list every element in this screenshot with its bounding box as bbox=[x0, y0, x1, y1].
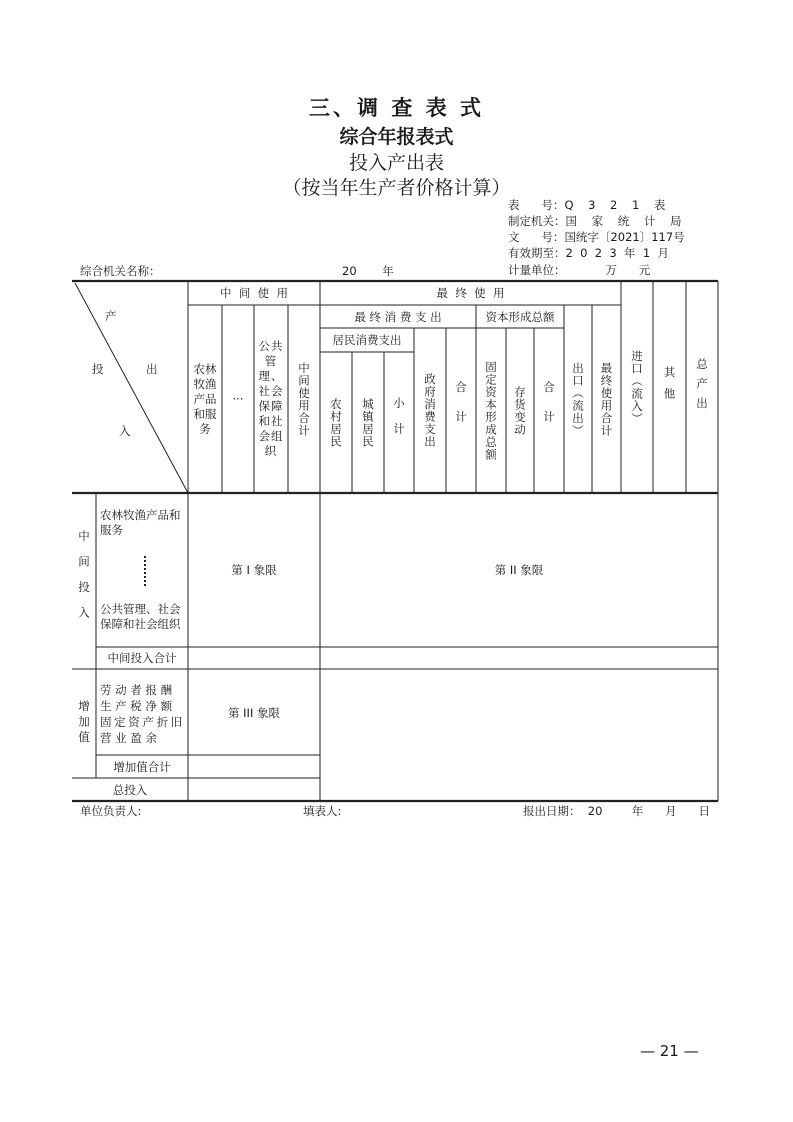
valid-until-label: 有效期至： bbox=[508, 246, 566, 260]
row-va-surplus: 营 业 盈 余 bbox=[100, 731, 157, 745]
col-total-output bbox=[686, 281, 718, 493]
quadrant-3: 第 III 象限 bbox=[228, 706, 280, 720]
col-other-text: 其他 bbox=[662, 365, 677, 409]
agency-value: 国 家 统 计 局 bbox=[565, 214, 682, 228]
col-public-text: 公共管理、社会保障和社会组织 bbox=[258, 339, 284, 458]
row-group-intermediate bbox=[72, 493, 96, 669]
col-urban bbox=[352, 352, 384, 493]
col-intermediate-total bbox=[288, 305, 320, 493]
row-group-value-added bbox=[72, 669, 96, 778]
col-subtotal-text: 小计 bbox=[392, 397, 406, 448]
row-intermediate-total: 中间投入合计 bbox=[107, 651, 177, 665]
page-number: — 21 — bbox=[640, 1042, 699, 1060]
col-public bbox=[254, 305, 288, 493]
measurement-unit-value: 万 元 bbox=[605, 263, 651, 277]
col-export-text: 出口（流出） bbox=[571, 361, 585, 437]
quadrant-1: 第 I 象限 bbox=[231, 563, 277, 577]
col-capital-total-text: 合计 bbox=[542, 381, 556, 440]
report-type-title: 综合年报表式 bbox=[339, 126, 454, 148]
form-number-label: 表 号： bbox=[508, 198, 565, 212]
row-group-intermediate-text: 中间投入 bbox=[77, 530, 91, 632]
col-capital-total bbox=[534, 328, 564, 493]
document-number-label: 文 号： bbox=[508, 230, 565, 244]
valid-until-value: 2 0 2 3 年 1 月 bbox=[565, 246, 669, 260]
col-rural-text: 农村居民 bbox=[329, 397, 343, 448]
form-number-value: Q 3 2 1 表 bbox=[564, 198, 666, 212]
row-group-value-added-text: 增加值 bbox=[77, 700, 91, 747]
report-date-label: 报出日期： 20 年 月 日 bbox=[523, 804, 711, 818]
col-fixed-capital-text: 固定资本形成总额 bbox=[484, 360, 498, 461]
filler-label: 填表人: bbox=[303, 804, 342, 818]
col-total-output-text: 总产出 bbox=[695, 357, 709, 417]
col-inventory-text: 存货变动 bbox=[513, 385, 527, 436]
measurement-unit-label: 计量单位： bbox=[508, 263, 566, 277]
header-final-consumption: 最 终 消 费 支 出 bbox=[354, 309, 442, 324]
header-capital-formation: 资本形成总额 bbox=[485, 309, 555, 324]
corner-label-bottom: 入 bbox=[119, 424, 131, 438]
section-title: 三、调 查 表 式 bbox=[309, 96, 484, 120]
row-va-tax: 生 产 税 净 额 bbox=[100, 699, 173, 713]
col-agri bbox=[188, 305, 222, 493]
header-final-use: 最 终 使 用 bbox=[436, 286, 505, 300]
row-total-input: 总投入 bbox=[112, 782, 148, 797]
col-final-total bbox=[592, 305, 621, 493]
col-intermediate-total-text: 中间使用合计 bbox=[297, 361, 311, 437]
year-label: 20 年 bbox=[342, 264, 394, 278]
row-va-labor: 劳 动 者 报 酬 bbox=[100, 683, 173, 697]
agency-label: 制定机关： bbox=[508, 214, 566, 228]
col-gov bbox=[414, 328, 446, 493]
col-fixed-capital bbox=[476, 328, 506, 493]
corner-label-top: 产 bbox=[105, 309, 117, 323]
col-consumption-total-text: 合计 bbox=[454, 381, 468, 440]
col-inventory bbox=[506, 328, 534, 493]
quadrant-2: 第 II 象限 bbox=[494, 563, 544, 577]
header-intermediate-use: 中 间 使 用 bbox=[220, 286, 288, 300]
col-agri-text: 农林牧渔产品和服务 bbox=[193, 361, 217, 436]
responsible-person-label: 单位负责人: bbox=[80, 804, 142, 818]
col-export bbox=[564, 305, 592, 493]
col-subtotal bbox=[384, 352, 414, 493]
price-note: （按当年生产者价格计算） bbox=[282, 177, 511, 199]
corner-label-right: 出 bbox=[146, 362, 158, 376]
row-agri: 农林牧渔产品和服务 bbox=[100, 508, 181, 537]
header-household-consumption: 居民消费支出 bbox=[332, 333, 402, 347]
row-va-depreciation: 固 定 资 产 折 旧 bbox=[100, 715, 182, 729]
col-other bbox=[653, 281, 686, 493]
org-name-label: 综合机关名称： bbox=[80, 264, 161, 278]
col-urban-text: 城镇居民 bbox=[361, 397, 375, 448]
col-rural bbox=[320, 352, 352, 493]
col-import bbox=[621, 281, 653, 493]
row-va-total: 增加值合计 bbox=[113, 759, 171, 774]
col-gov-text: 政府消费支出 bbox=[423, 373, 437, 448]
col-dots: ··· bbox=[232, 392, 244, 406]
col-import-text: 进口（流入） bbox=[630, 349, 644, 425]
col-final-total-text: 最终使用合计 bbox=[599, 361, 614, 437]
row-public: 公共管理、社会保障和社会组织 bbox=[100, 602, 181, 631]
table-name: 投入产出表 bbox=[348, 152, 444, 174]
corner-label-left: 投 bbox=[92, 362, 104, 376]
document-number-value: 国统字〔2021〕117号 bbox=[564, 230, 685, 244]
col-consumption-total bbox=[446, 328, 476, 493]
